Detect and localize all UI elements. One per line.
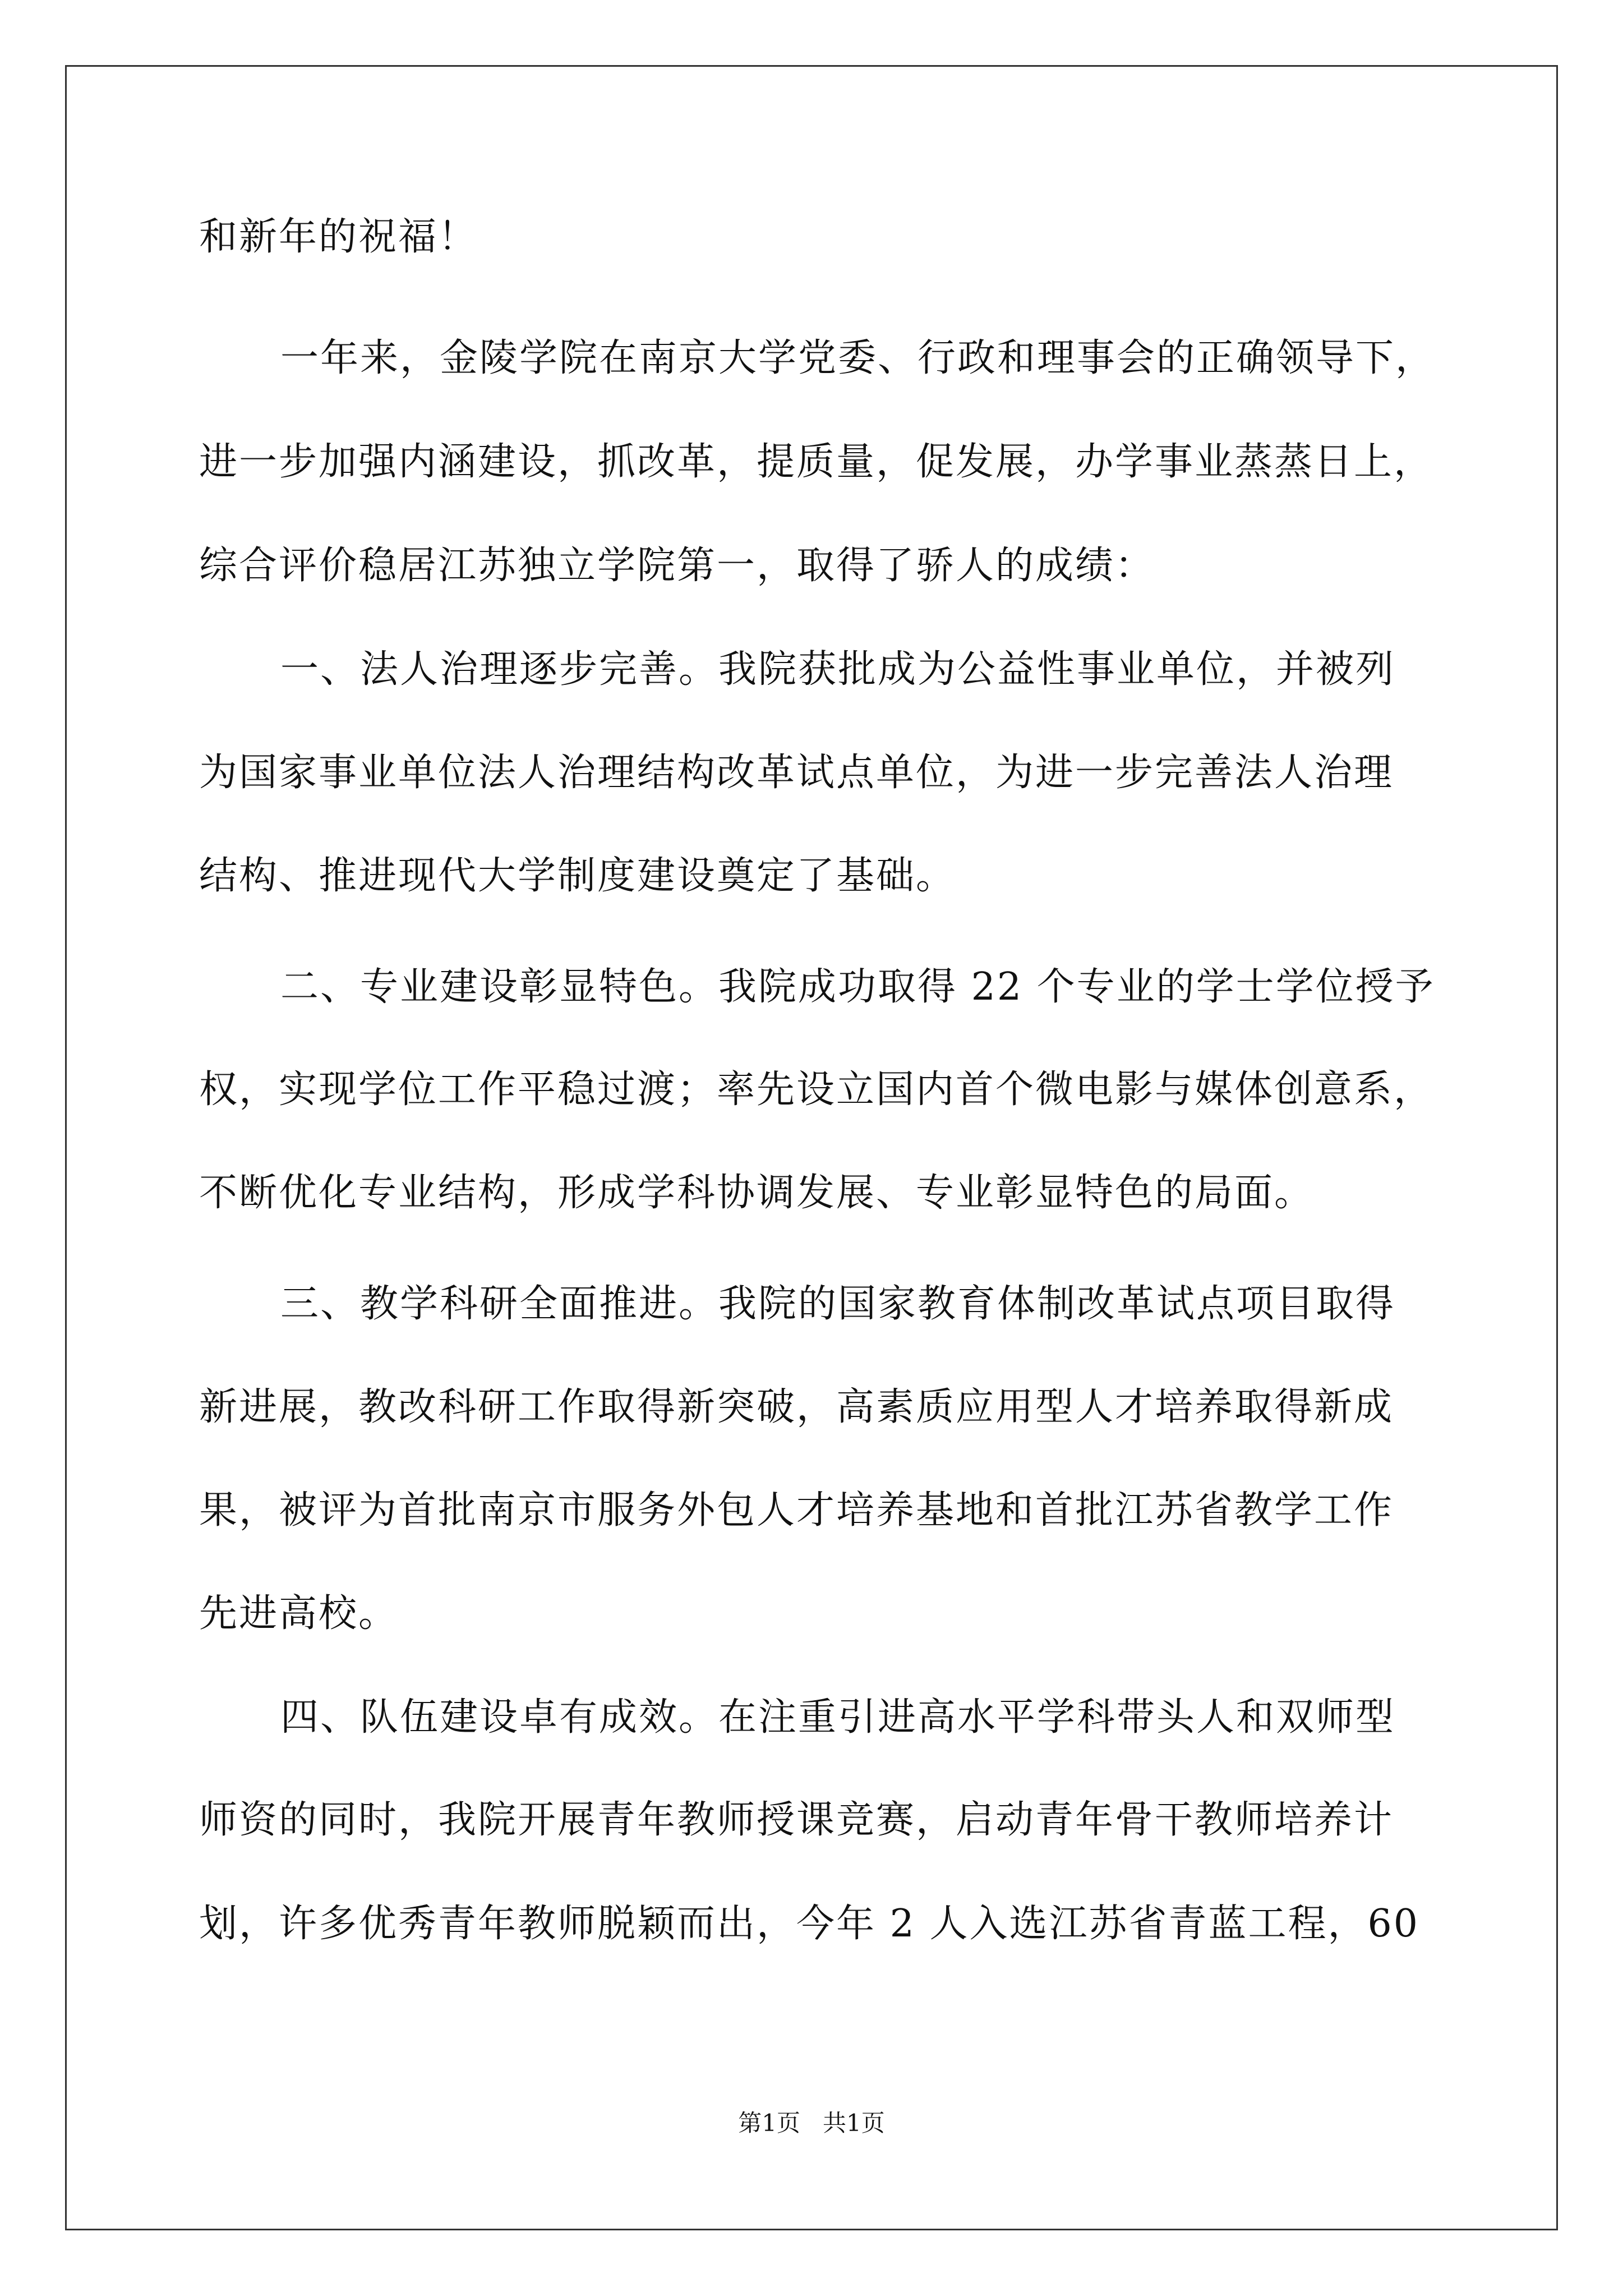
body-line: 和新年的祝福！ [199, 215, 478, 259]
paragraph-opening-line: 四、队伍建设卓有成效。在注重引进高水平学科带头人和双师型 [280, 1695, 1396, 1740]
body-line: 先进高校。 [199, 1591, 399, 1636]
page-number-footer: 第1页 共1页 [738, 2109, 885, 2137]
paragraph-opening-line: 二、专业建设彰显特色。我院成功取得 22 个专业的学士学位授予 [280, 965, 1435, 1009]
paragraph-opening-line: 三、教学科研全面推进。我院的国家教育体制改革试点项目取得 [280, 1282, 1396, 1326]
body-line: 果，被评为首批南京市服务外包人才培养基地和首批江苏省教学工作 [199, 1488, 1394, 1533]
body-line: 结构、推进现代大学制度建设奠定了基础。 [199, 854, 956, 898]
body-line: 划，许多优秀青年教师脱颖而出，今年 2 人入选江苏省青蓝工程，60 [199, 1902, 1420, 1946]
body-line: 不断优化专业结构，形成学科协调发展、专业彰显特色的局面。 [199, 1171, 1315, 1215]
paragraph-opening-line: 一年来，金陵学院在南京大学党委、行政和理事会的正确领导下， [280, 336, 1436, 380]
paragraph-opening-line: 一、法人治理逐步完善。我院获批成为公益性事业单位，并被列 [280, 647, 1396, 692]
body-line: 师资的同时，我院开展青年教师授课竞赛，启动青年骨干教师培养计 [199, 1798, 1394, 1842]
body-line: 为国家事业单位法人治理结构改革试点单位，为进一步完善法人治理 [199, 751, 1394, 795]
body-line: 新进展，教改科研工作取得新突破，高素质应用型人才培养取得新成 [199, 1385, 1394, 1429]
body-line: 综合评价稳居江苏独立学院第一，取得了骄人的成绩： [199, 544, 1155, 588]
body-line: 权，实现学位工作平稳过渡；率先设立国内首个微电影与媒体创意系， [199, 1068, 1434, 1112]
body-line: 进一步加强内涵建设，抓改革，提质量，促发展，办学事业蒸蒸日上， [199, 440, 1434, 484]
